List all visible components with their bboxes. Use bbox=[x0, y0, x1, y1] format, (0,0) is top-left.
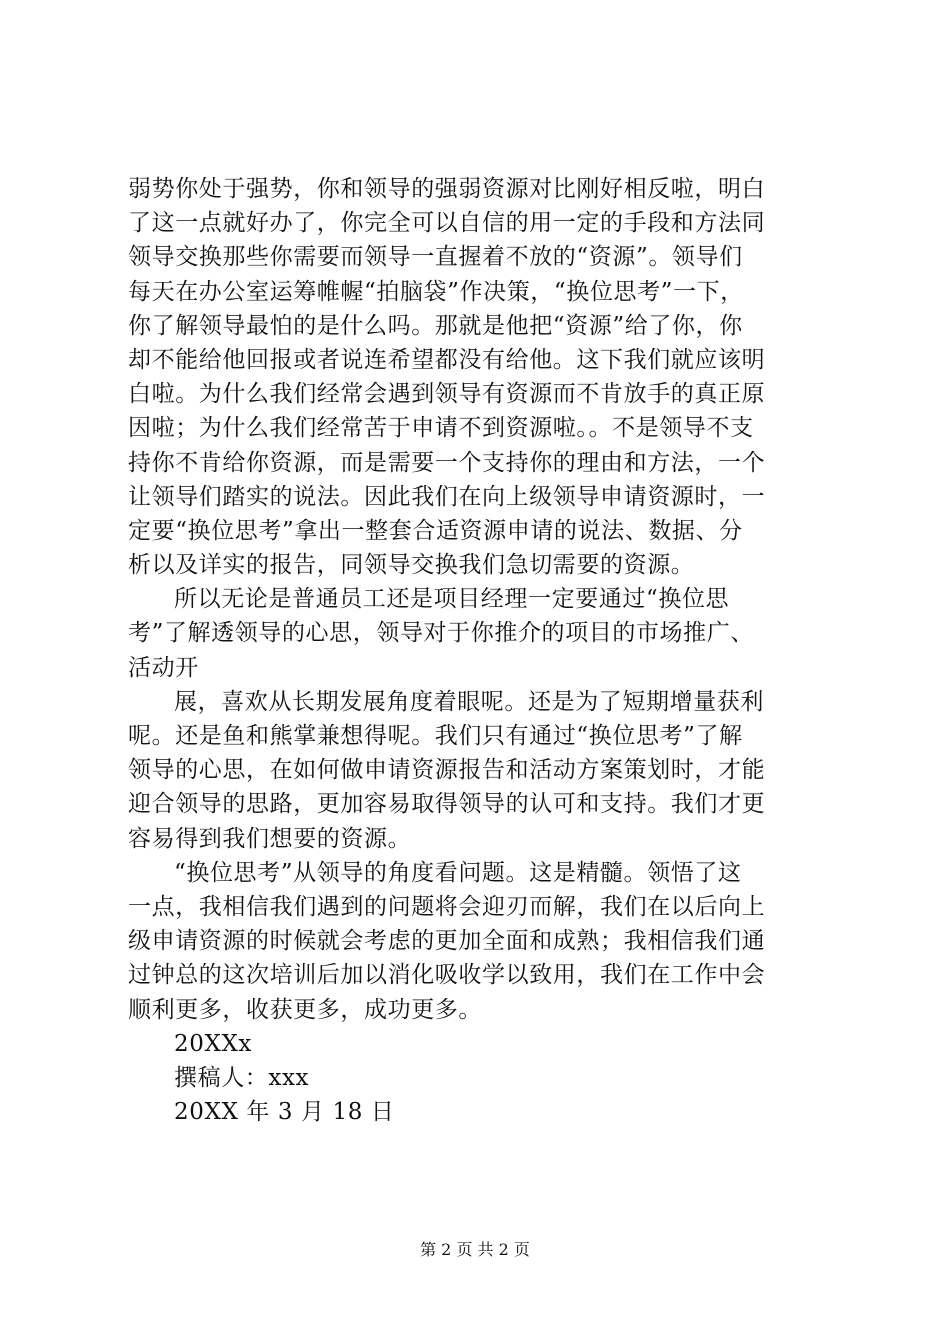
text-line: 定要“换位思考”拿出一整套合适资源申请的说法、数据、分 bbox=[128, 517, 743, 544]
text-line: 领导交换那些你需要而领导一直握着不放的“资源”。领导们 bbox=[128, 244, 743, 271]
text-line: 容易得到我们想要的资源。 bbox=[128, 825, 412, 852]
text-line: 顺利更多，收获更多，成功更多。 bbox=[128, 996, 482, 1023]
text-line: 迎合领导的思路，更加容易取得领导的认可和支持。我们才更 bbox=[128, 791, 766, 818]
paragraph-start-line: 展，喜欢从长期发展角度着眼呢。还是为了短期增量获利 bbox=[174, 688, 764, 715]
text-line: 弱势你处于强势，你和领导的强弱资源对比刚好相反啦，明白 bbox=[128, 176, 766, 202]
author-line: 撰稿人：xxx bbox=[174, 1064, 310, 1091]
paragraph-start-line: “换位思考”从领导的角度看问题。这是精髓。领悟了这 bbox=[174, 859, 742, 886]
text-line: 每天在办公室运筹帷幄“拍脑袋”作决策，“换位思考”一下， bbox=[128, 278, 744, 305]
text-line: 因啦；为什么我们经常苦于申请不到资源啦。。不是领导不支 bbox=[128, 415, 754, 442]
text-line: 呢。还是鱼和熊掌兼想得呢。我们只有通过“换位思考”了解 bbox=[128, 723, 743, 749]
text-line: 领导的心思，在如何做申请资源报告和活动方案策划时，才能 bbox=[128, 757, 766, 784]
paragraph-start-line: 所以无论是普通员工还是项目经理一定要通过“换位思 bbox=[174, 586, 730, 613]
text-line: 让领导们踏实的说法。因此我们在向上级领导申请资源时，一 bbox=[128, 483, 766, 510]
text-line: 了这一点就好办了，你完全可以自信的用一定的手段和方法同 bbox=[128, 210, 766, 237]
text-line: 活动开 bbox=[128, 654, 199, 681]
text-line: 白啦。为什么我们经常会遇到领导有资源而不肯放手的真正原 bbox=[128, 381, 766, 408]
text-line: 析以及详实的报告，同领导交换我们急切需要的资源。 bbox=[128, 552, 695, 579]
text-line: 一点，我相信我们遇到的问题将会迎刃而解，我们在以后向上 bbox=[128, 893, 766, 920]
text-line: 却不能给他回报或者说连希望都没有给他。这下我们就应该明 bbox=[128, 346, 766, 373]
document-code: 20XXx bbox=[174, 1030, 252, 1057]
text-line: 级申请资源的时候就会考虑的更加全面和成熟；我相信我们通 bbox=[128, 928, 766, 955]
date-line: 20XX 年 3 月 18 日 bbox=[174, 1099, 395, 1126]
page-number-footer: 第 2 页 共 2 页 bbox=[420, 1240, 530, 1259]
text-line: 考”了解透领导的心思，领导对于你推介的项目的市场推广、 bbox=[128, 620, 754, 647]
text-line: 持你不肯给你资源，而是需要一个支持你的理由和方法，一个 bbox=[128, 449, 766, 476]
text-line: 过钟总的这次培训后加以消化吸收学以致用，我们在工作中会 bbox=[128, 962, 766, 989]
text-line: 你了解领导最怕的是什么吗。那就是他把“资源”给了你，你 bbox=[128, 312, 743, 339]
document-body bbox=[128, 172, 838, 1129]
